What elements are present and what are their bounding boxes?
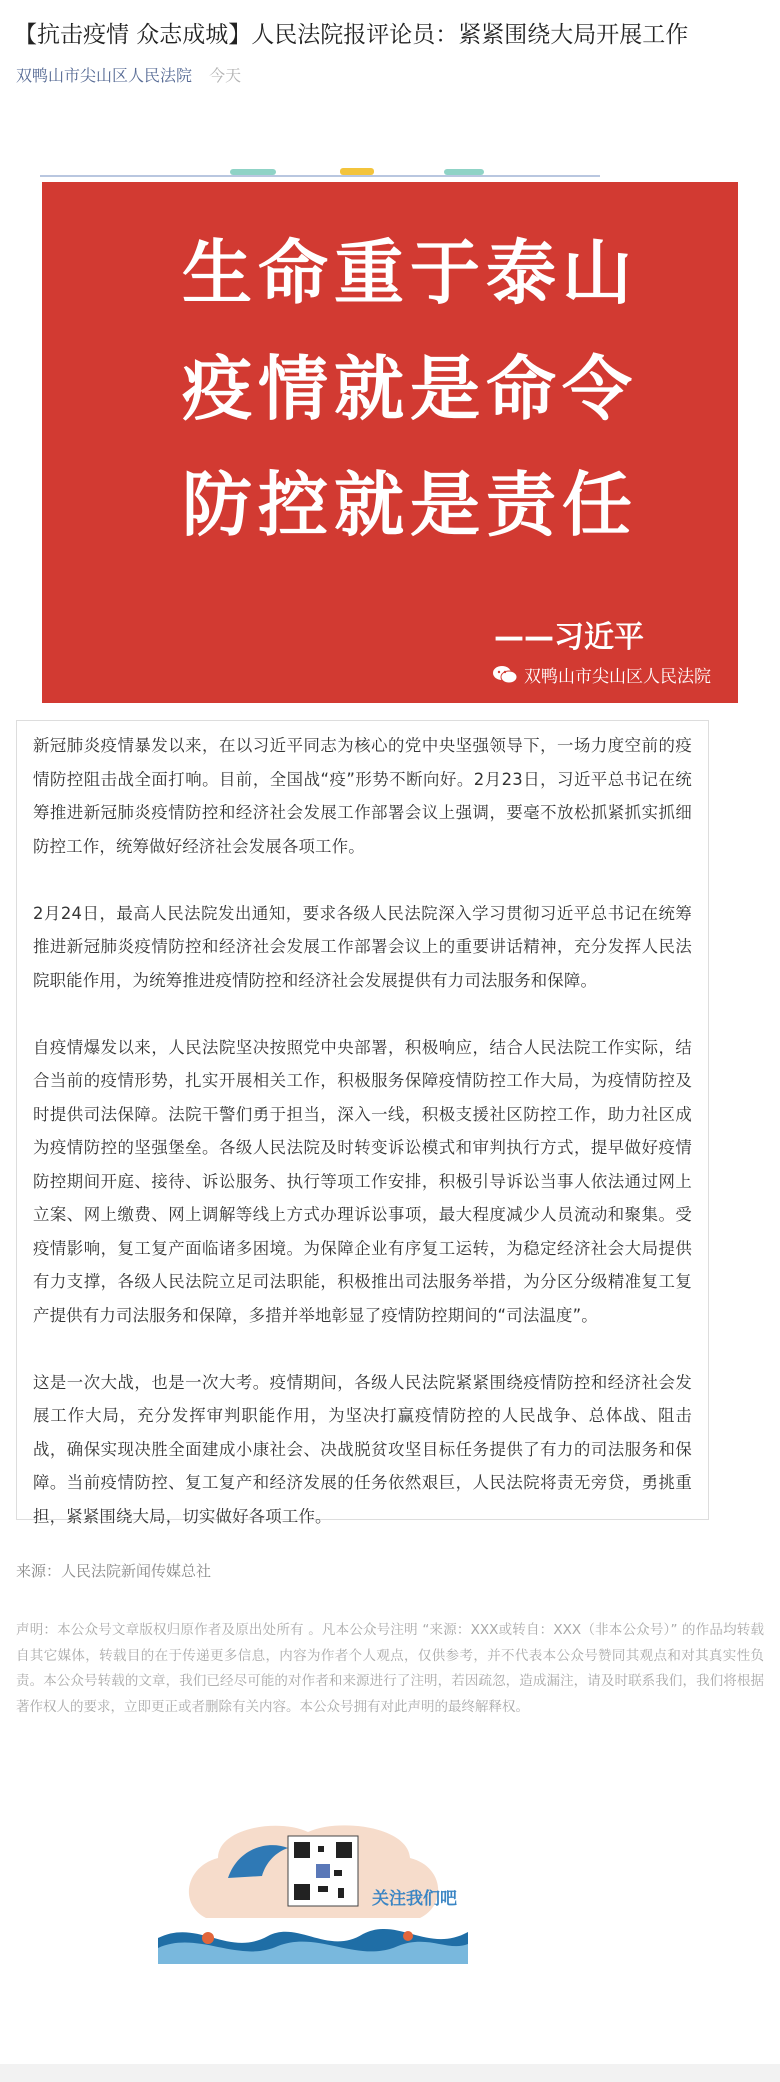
- article-paragraph-3: 自疫情爆发以来，人民法院坚决按照党中央部署，积极响应，结合人民法院工作实际，结合当前的疫情形势，扎实开展相关工作，积极服务保障疫情防控工作大局，为疫情防控及时提供司法保障。法院干警们勇于担当，深入一线，积极支援社区防控工作，助力社区成为疫情防控的坚强堡垒。各级人民法院及时转变诉讼模式和审判执行方式，提早做好疫情防控期间开庭、接待、诉讼服务、执行等项工作安排，积极引导诉讼当事人依法通过网上立案、网上缴费、网上调解等线上方式办理诉讼事项，最大程度减少人员流动和聚集。受疫情影响，复工复产面临诸多困境。为保障企业有序复工运转，为稳定经济社会大局提供有力支撑，各级人民法院立足司法职能，积极推出司法服务举措，为分区分级精准复工复产提供有力司法服务和保障，多措并举地彰显了疫情防控期间的“司法温度”。: [33, 1037, 692, 1325]
- slogan-poster-image: [42, 182, 738, 703]
- page-footer-bar: [0, 2064, 780, 2082]
- banner-decoration: [40, 166, 600, 178]
- copyright-disclaimer: 声明：本公众号文章版权归原作者及原出处所有 。凡本公众号注明 “来源：XXX或转自：XXX（非本公众号）” 的作品均转载自其它媒体，转载目的在于传递更多信息，内容为作者个人观点，仅供参考，并不代表本公众号赞同其观点和对其真实性负责。本公众号转载的文章，我们已经尽可能的对作者和来源进行了注明，若因疏忽，造成漏注，请及时联系我们，我们将根据著作权人的要求，立即更正或者删除有关内容。本公众号拥有对此声明的最终解释权。: [16, 1622, 764, 1715]
- wave-icon: [158, 1929, 468, 1964]
- poster-watermark-text: 双鸭山市尖山区人民法院: [524, 667, 711, 687]
- article-title: 【抗击疫情 众志成城】人民法院报评论员：紧紧围绕大局开展工作: [14, 22, 689, 48]
- publish-time: 今天: [209, 66, 242, 85]
- poster-slogan-1: 生命重于泰山: [182, 232, 638, 314]
- article-body: [16, 720, 709, 1526]
- qr-code-icon: [288, 1836, 358, 1906]
- article-source: 来源：人民法院新闻传媒总社: [16, 1562, 212, 1580]
- article-paragraph-4: 这是一次大战，也是一次大考。疫情期间，各级人民法院紧紧围绕疫情防控和经济社会发展工作大局，充分发挥审判职能作用，为坚决打赢疫情防控的人民战争、总体战、阻击战，确保实现决胜全面建成小康社会、决战脱贫攻坚目标任务提供了有力的司法服务和保障。当前疫情防控、复工复产和经济发展的任务依然艰巨，人民法院将责无旁贷，勇挑重担，紧紧围绕大局，切实做好各项工作。: [33, 1372, 692, 1526]
- poster-signature: ——习近平: [494, 620, 644, 655]
- follow-us-label[interactable]: 关注我们吧: [372, 1889, 457, 1909]
- article-paragraph-2: 2月24日，最高人民法院发出通知，要求各级人民法院深入学习贯彻习近平总书记在统筹推进新冠肺炎疫情防控和经济社会发展工作部署会议上的重要讲话精神，充分发挥人民法院职能作用，为统筹推进疫情防控和经济社会发展提供有力司法服务和保障。: [33, 903, 692, 990]
- article-meta: [16, 64, 241, 88]
- poster-slogan-3: 防控就是责任: [182, 464, 638, 546]
- article-paragraph-1: 新冠肺炎疫情暴发以来，在以习近平同志为核心的党中央坚强领导下，一场力度空前的疫情防控阻击战全面打响。目前，全国战“疫”形势不断向好。2月23日，习近平总书记在统筹推进新冠肺炎疫情防控和经济社会发展工作部署会议上强调，要毫不放松抓紧抓实抓细防控工作，统筹做好经济社会发展各项工作。: [33, 736, 692, 856]
- poster-slogan-2: 疫情就是命令: [182, 348, 638, 430]
- poster-watermark: [492, 662, 711, 687]
- account-name-link[interactable]: 双鸭山市尖山区人民法院: [16, 66, 193, 85]
- wechat-icon: [492, 665, 518, 685]
